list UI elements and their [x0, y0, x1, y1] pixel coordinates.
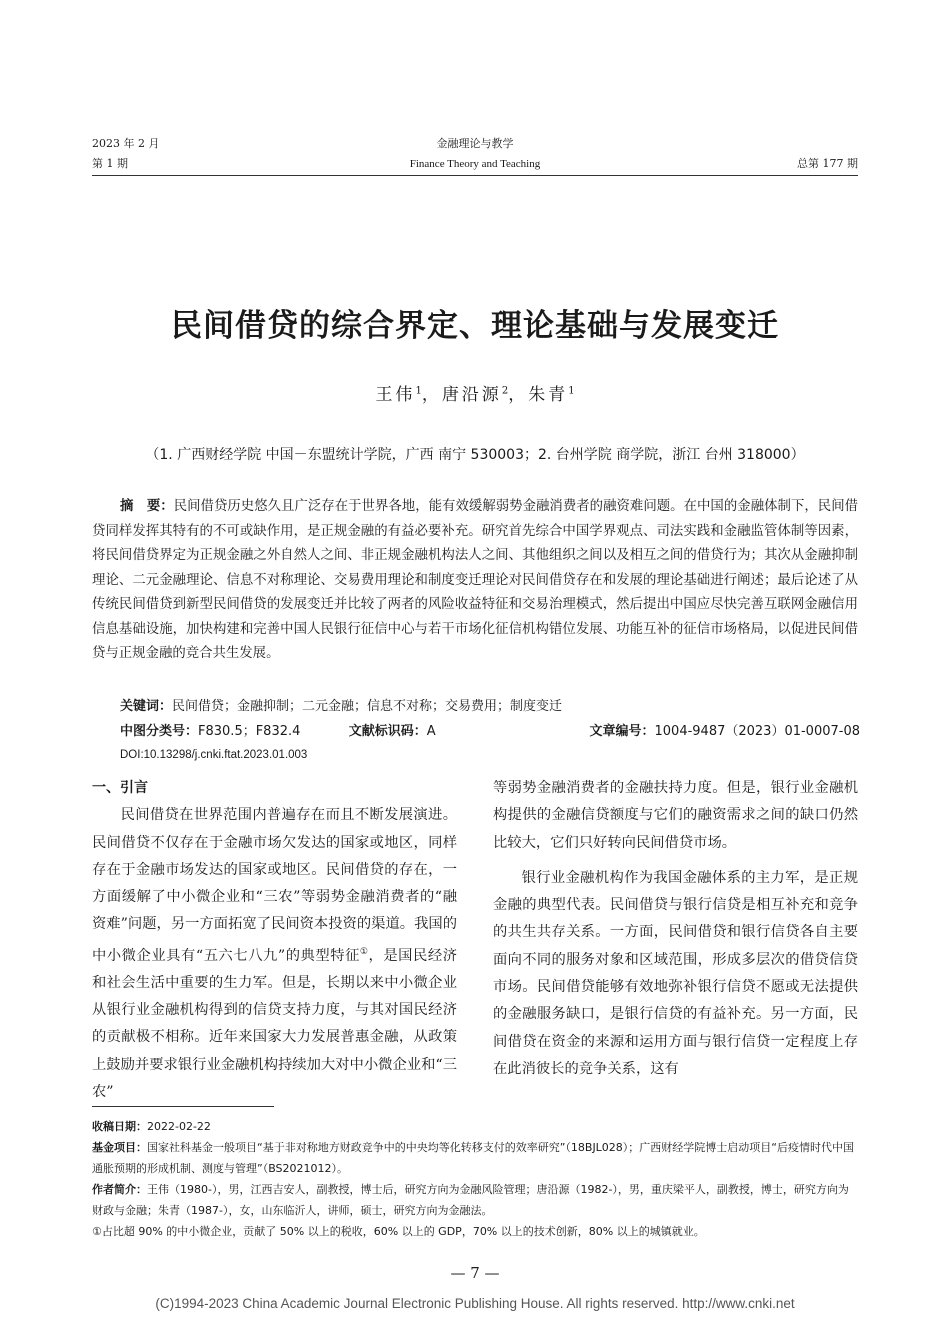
- received-label: 收稿日期：: [92, 1120, 147, 1133]
- header-issue: 第 1 期: [92, 157, 128, 170]
- author-name: 朱青: [528, 385, 569, 405]
- doc-code-label: 文献标识码：: [348, 724, 427, 739]
- author-name: 王伟: [375, 385, 416, 405]
- footnote-1: ①占比超 90% 的中小微企业，贡献了 50% 以上的税收，60% 以上的 GDP，70% 以上的技术创新，80% 以上的城镇就业。: [92, 1225, 705, 1238]
- clc-value: F830.5；F832.4: [198, 724, 301, 739]
- abstract-text: 民间借贷历史悠久且广泛存在于世界各地，能有效缓解弱势金融消费者的融资难问题。在中国的金融体制下，民间借贷同样发挥其特有的不可或缺作用，是正规金融的有益必要补充。研究首先综合中国学界观点、司法实践和金融监管体制等因素，将民间借贷界定为正规金融之外自然人之间、非正规金融机构法人之间、其他组织之间以及相互之间的借贷行为；其次从金融抑制理论、二元金融理论、信息不对称理论、交易费用理论和制度变迁理论对民间借贷存在和发展的理论基础进行阐述；最后论述了从传统民间借贷到新型民间借贷的发展变迁并比较了两者的风险收益特征和交易治理模式，然后提出中国应尽快完善互联网金融信用信息基础设施，加快构建和完善中国人民银行征信中心与若干市场化征信机构错位发展、功能互补的征信市场格局，以促进民间借贷与正规金融的竞合共生发展。: [92, 499, 859, 661]
- header-rule: [92, 175, 858, 176]
- received-date: [92, 1116, 858, 1137]
- copyright-line: (C)1994-2023 China Academic Journal Electronic Publishing House. All rights reserved. http://www.cnki.net: [155, 1296, 795, 1311]
- header-journal-cn: 金融理论与教学: [436, 137, 514, 150]
- section-heading: 一、引言: [92, 780, 148, 796]
- paragraph: 银行业金融机构作为我国金融体系的主力军，是正规金融的典型代表。民间借贷与银行信贷是相互补充和竞争的共生共存关系。一方面，民间借贷和银行信贷各自主要面向不同的服务对象和区域范围，形成多层次的借贷信贷市场。民间借贷能够有效地弥补银行信贷不愿或无法提供的金融服务缺口，是银行信贷的有益补充。另一方面，民间借贷在资金的来源和运用方面与银行信贷一定程度上存在此消彼长的竞争关系，这有: [493, 869, 858, 1077]
- body-left-column: [92, 775, 457, 1106]
- paragraph-text: 民间借贷在世界范围内普遍存在而且不断发展演进。民间借贷不仅存在于金融市场欠发达的国家或地区，同样存在于金融市场发达的国家或地区。民间借贷的存在，一方面缓解了中小微企业和“三农”等弱势金融消费者的“融资难”问题，另一方面拓宽了民间资本投资的渠道。我国的中小微企业具有“五六七八九”的典型特征: [92, 807, 457, 964]
- article-no-label: 文章编号：: [589, 724, 655, 739]
- body-right-column: [493, 775, 858, 1083]
- keywords-label: 关键词：: [120, 699, 173, 714]
- author-separator: ，: [421, 385, 442, 405]
- page-number: — 7 —: [450, 1264, 500, 1282]
- footnotes: [92, 1116, 858, 1242]
- header-total-issue: 总第 177 期: [797, 157, 858, 170]
- fund-label: 基金项目：: [92, 1141, 147, 1154]
- fund-info: [92, 1137, 858, 1179]
- footnote-marker[interactable]: ①: [359, 946, 369, 957]
- fund-text: 国家社科基金一般项目“基于非对称地方财政竞争中的中央均等化转移支付的效率研究”（18BJL028）；广西财经学院博士启动项目“后疫情时代中国通胀预期的形成机制、测度与管理”（BS2021012）。: [92, 1141, 855, 1175]
- footnote-rule: [92, 1106, 274, 1107]
- doi: DOI:10.13298/j.cnki.ftat.2023.01.003: [120, 749, 308, 761]
- bio-text: 王伟（1980-），男，江西吉安人，副教授，博士后，研究方向为金融风险管理；唐沿源（1982-），男，重庆梁平人，副教授，博士，研究方向为财政与金融；朱青（1987-），女，山东临沂人，讲师，硕士，研究方向为金融法。: [92, 1183, 849, 1217]
- header-journal-en: Finance Theory and Teaching: [409, 158, 541, 170]
- keywords-text: 民间借贷；金融抑制；二元金融；信息不对称；交易费用；制度变迁: [172, 699, 563, 714]
- received-value: 2022-02-22: [147, 1120, 211, 1133]
- doc-code-value: A: [426, 724, 436, 739]
- affiliation: （1. 广西财经学院 中国－东盟统计学院，广西 南宁 530003；2. 台州学院 商学院，浙江 台州 318000）: [145, 447, 805, 463]
- article-title: 民间借贷的综合界定、理论基础与发展变迁: [171, 308, 779, 344]
- header-date: 2023 年 2 月: [92, 137, 160, 150]
- abstract: [92, 495, 858, 667]
- keywords: [120, 695, 860, 719]
- article-no-value: 1004-9487（2023）01-0007-08: [654, 724, 860, 739]
- author-name: 唐沿源: [441, 385, 502, 405]
- author-separator: ，: [508, 385, 529, 405]
- author-sup: 1: [415, 385, 422, 397]
- paragraph-text: ，是国民经济和社会生活中重要的生力军。但是，长期以来中小微企业从银行业金融机构得到的信贷支持力度，与其对国民经济的贡献极不相称。近年来国家大力发展普惠金融，从政策上鼓励并要求银行业金融机构持续加大对中小微企业和“三农”: [92, 947, 457, 1101]
- paragraph: [92, 802, 457, 1106]
- bio-label: 作者简介：: [92, 1183, 147, 1196]
- classification-line: [120, 720, 860, 744]
- clc-label: 中图分类号：: [120, 724, 199, 739]
- author-sup: 2: [501, 385, 509, 397]
- author-bio: [92, 1179, 858, 1221]
- author-list: [0, 380, 950, 405]
- paragraph: 等弱势金融消费者的金融扶持力度。但是，银行业金融机构提供的金融信贷额度与它们的融资需求之间的缺口仍然比较大，它们只好转向民间借贷市场。: [493, 780, 858, 851]
- abstract-label: 摘 要：: [120, 499, 174, 514]
- author-sup: 1: [568, 385, 575, 397]
